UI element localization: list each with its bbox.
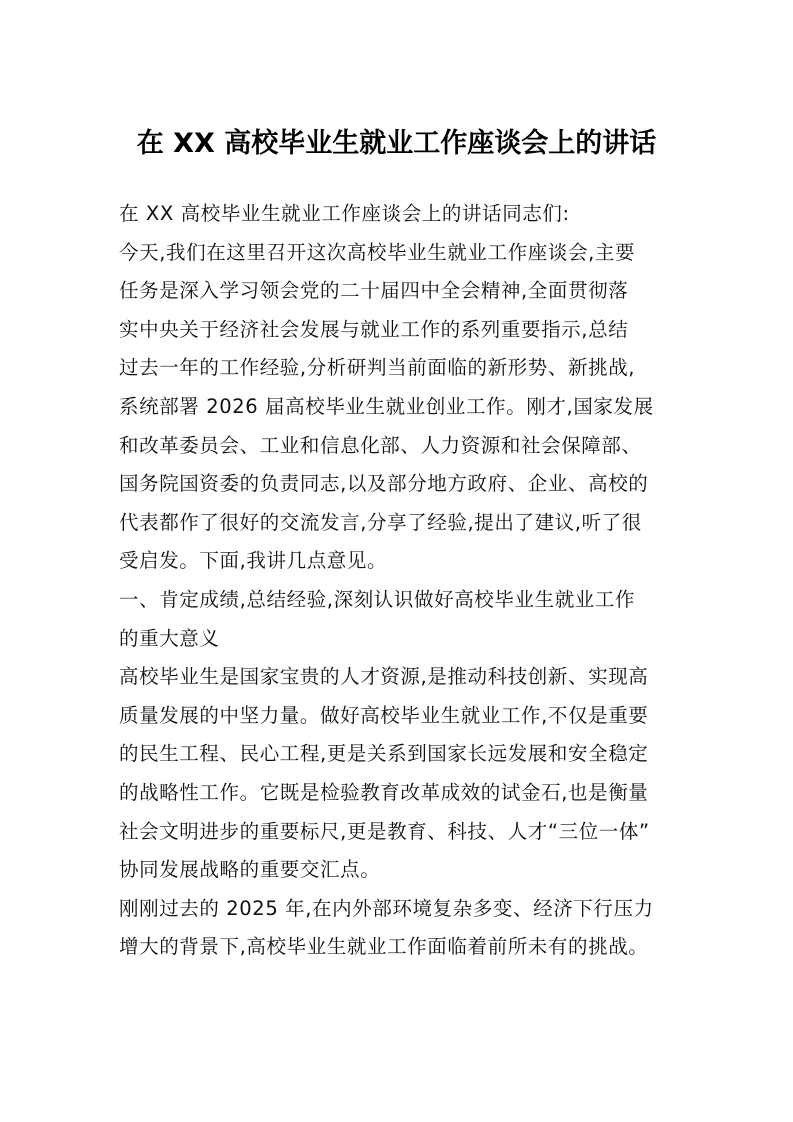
body-line: 系统部署 2026 届高校毕业生就业创业工作。刚才,国家发展 [119,394,654,418]
document-body [119,195,676,967]
section-heading-line: 的重大意义 [119,626,220,650]
body-line: 受启发。下面,我讲几点意见。 [119,549,388,573]
body-line-salutation: 在 XX 高校毕业生就业工作座谈会上的讲话同志们: [119,202,570,225]
body-line: 今天,我们在这里召开这次高校毕业生就业工作座谈会,主要 [119,240,636,264]
body-line: 的民生工程、民心工程,更是关系到国家长远发展和安全稳定 [119,742,649,766]
body-line: 和改革委员会、工业和信息化部、人力资源和社会保障部、 [119,433,642,457]
body-line: 协同发展战略的重要交汇点。 [119,858,381,882]
body-line: 过去一年的工作经验,分析研判当前面临的新形势、新挑战, [119,356,636,380]
body-line: 质量发展的中坚力量。做好高校毕业生就业工作,不仅是重要 [119,703,649,727]
body-line: 实中央关于经济社会发展与就业工作的系列重要指示,总结 [119,317,629,341]
body-line: 代表都作了很好的交流发言,分享了经验,提出了建议,听了很 [119,510,642,534]
body-line: 高校毕业生是国家宝贵的人才资源,是推动科技创新、实现高 [119,665,649,689]
body-line: 的战略性工作。它既是检验教育改革成效的试金石,也是衡量 [119,780,649,804]
body-line: 增大的背景下,高校毕业生就业工作面临着前所未有的挑战。 [119,935,649,959]
document-title: 在 XX 高校毕业生就业工作座谈会上的讲话 [136,128,657,159]
body-line: 社会文明进步的重要标尺,更是教育、科技、人才“三位一体” [119,819,650,843]
section-heading-line: 一、肯定成绩,总结经验,深刻认识做好高校毕业生就业工作 [119,587,636,611]
body-line: 国务院国资委的负责同志,以及部分地方政府、企业、高校的 [119,472,649,496]
body-line: 任务是深入学习领会党的二十届四中全会精神,全面贯彻落 [119,279,629,303]
body-line: 刚刚过去的 2025 年,在内外部环境复杂多变、经济下行压力 [119,896,654,920]
